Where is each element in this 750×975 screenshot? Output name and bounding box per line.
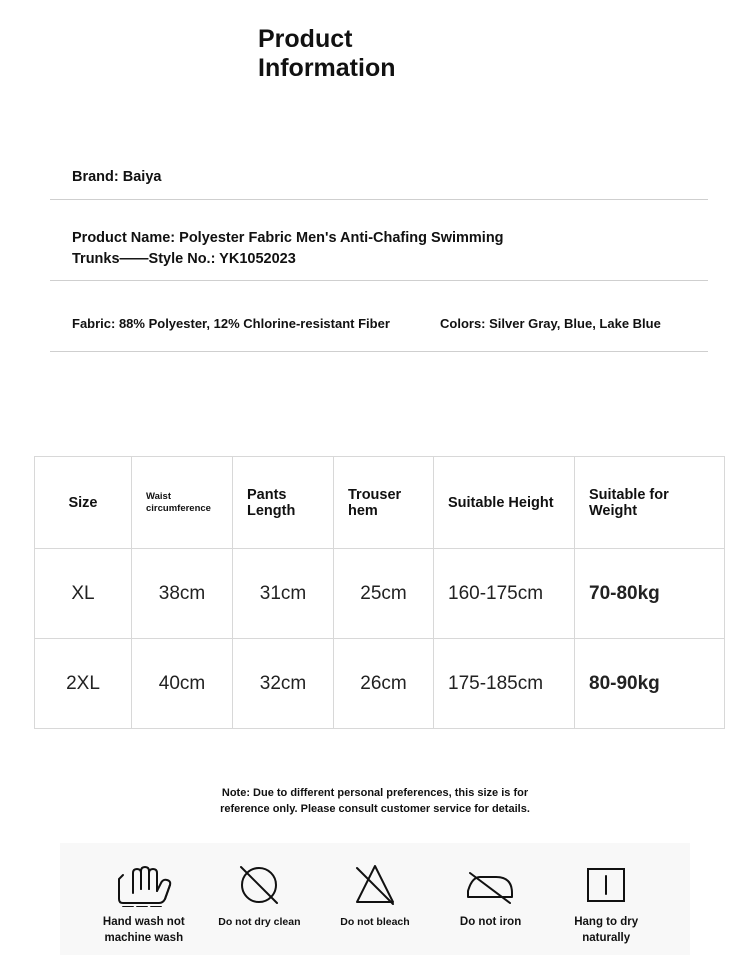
brand-text: Brand: Baiya bbox=[72, 169, 162, 185]
cell-size: XL bbox=[35, 549, 132, 639]
care-label-line-1: Do not dry clean bbox=[218, 916, 301, 928]
header-suitable-weight: Suitable for Weight bbox=[575, 457, 725, 549]
product-name-line-2: Trunks——Style No.: YK1052023 bbox=[72, 251, 296, 267]
page-title bbox=[258, 25, 558, 83]
product-info-block bbox=[50, 152, 708, 352]
care-instructions bbox=[60, 843, 690, 955]
do-not-iron-icon bbox=[433, 857, 549, 913]
do-not-dry-clean-icon bbox=[202, 857, 318, 913]
hang-to-dry-icon bbox=[548, 857, 664, 913]
table-header-row bbox=[35, 457, 725, 549]
header-size: Size bbox=[35, 457, 132, 549]
page-title-line-2: Information bbox=[258, 54, 396, 82]
care-item-hang-to-dry bbox=[548, 857, 664, 945]
care-label-line-2: machine wash bbox=[104, 932, 184, 944]
header-waist: Waist circumference bbox=[132, 457, 233, 549]
cell-waist: 38cm bbox=[132, 549, 233, 639]
size-table bbox=[34, 456, 725, 729]
care-label-line-1: Do not bleach bbox=[340, 916, 410, 928]
page-title-line-1: Product bbox=[258, 25, 353, 53]
cell-height: 160-175cm bbox=[434, 549, 575, 639]
colors-text: Colors: Silver Gray, Blue, Lake Blue bbox=[440, 316, 661, 331]
divider-3 bbox=[50, 351, 708, 352]
cell-weight: 70-80kg bbox=[575, 549, 725, 639]
cell-pants-length: 32cm bbox=[233, 639, 334, 729]
care-item-do-not-bleach bbox=[317, 857, 433, 931]
header-pants-length: Pants Length bbox=[233, 457, 334, 549]
care-label-line-1: Hand wash not bbox=[102, 916, 185, 928]
size-note-line-2: reference only. Please consult customer service for details. bbox=[220, 803, 530, 815]
hand-wash-icon bbox=[86, 857, 202, 913]
cell-hem: 26cm bbox=[334, 639, 434, 729]
size-table-wrapper bbox=[34, 456, 724, 729]
table-row bbox=[35, 549, 725, 639]
care-label-line-1: Do not iron bbox=[459, 916, 522, 928]
fabric-text: Fabric: 88% Polyester, 12% Chlorine-resistant Fiber bbox=[72, 316, 390, 331]
care-label-line-2: naturally bbox=[582, 932, 631, 944]
header-suitable-height: Suitable Height bbox=[434, 457, 575, 549]
brand-row bbox=[50, 152, 708, 199]
size-note bbox=[0, 785, 750, 817]
header-trouser-hem: Trouser hem bbox=[334, 457, 434, 549]
table-row bbox=[35, 639, 725, 729]
cell-weight: 80-90kg bbox=[575, 639, 725, 729]
care-item-do-not-iron bbox=[433, 857, 549, 931]
care-label-line-1: Hang to dry bbox=[574, 916, 639, 928]
cell-hem: 25cm bbox=[334, 549, 434, 639]
cell-size: 2XL bbox=[35, 639, 132, 729]
product-name-line-1: Product Name: Polyester Fabric Men's Anti-Chafing Swimming bbox=[72, 230, 504, 246]
product-name-row bbox=[50, 200, 708, 280]
size-note-line-1: Note: Due to different personal preferences, this size is for bbox=[221, 787, 529, 799]
do-not-bleach-icon bbox=[317, 857, 433, 913]
cell-pants-length: 31cm bbox=[233, 549, 334, 639]
cell-waist: 40cm bbox=[132, 639, 233, 729]
fabric-colors-row bbox=[50, 281, 708, 351]
care-item-do-not-dry-clean bbox=[202, 857, 318, 931]
care-item-hand-wash bbox=[86, 857, 202, 945]
cell-height: 175-185cm bbox=[434, 639, 575, 729]
